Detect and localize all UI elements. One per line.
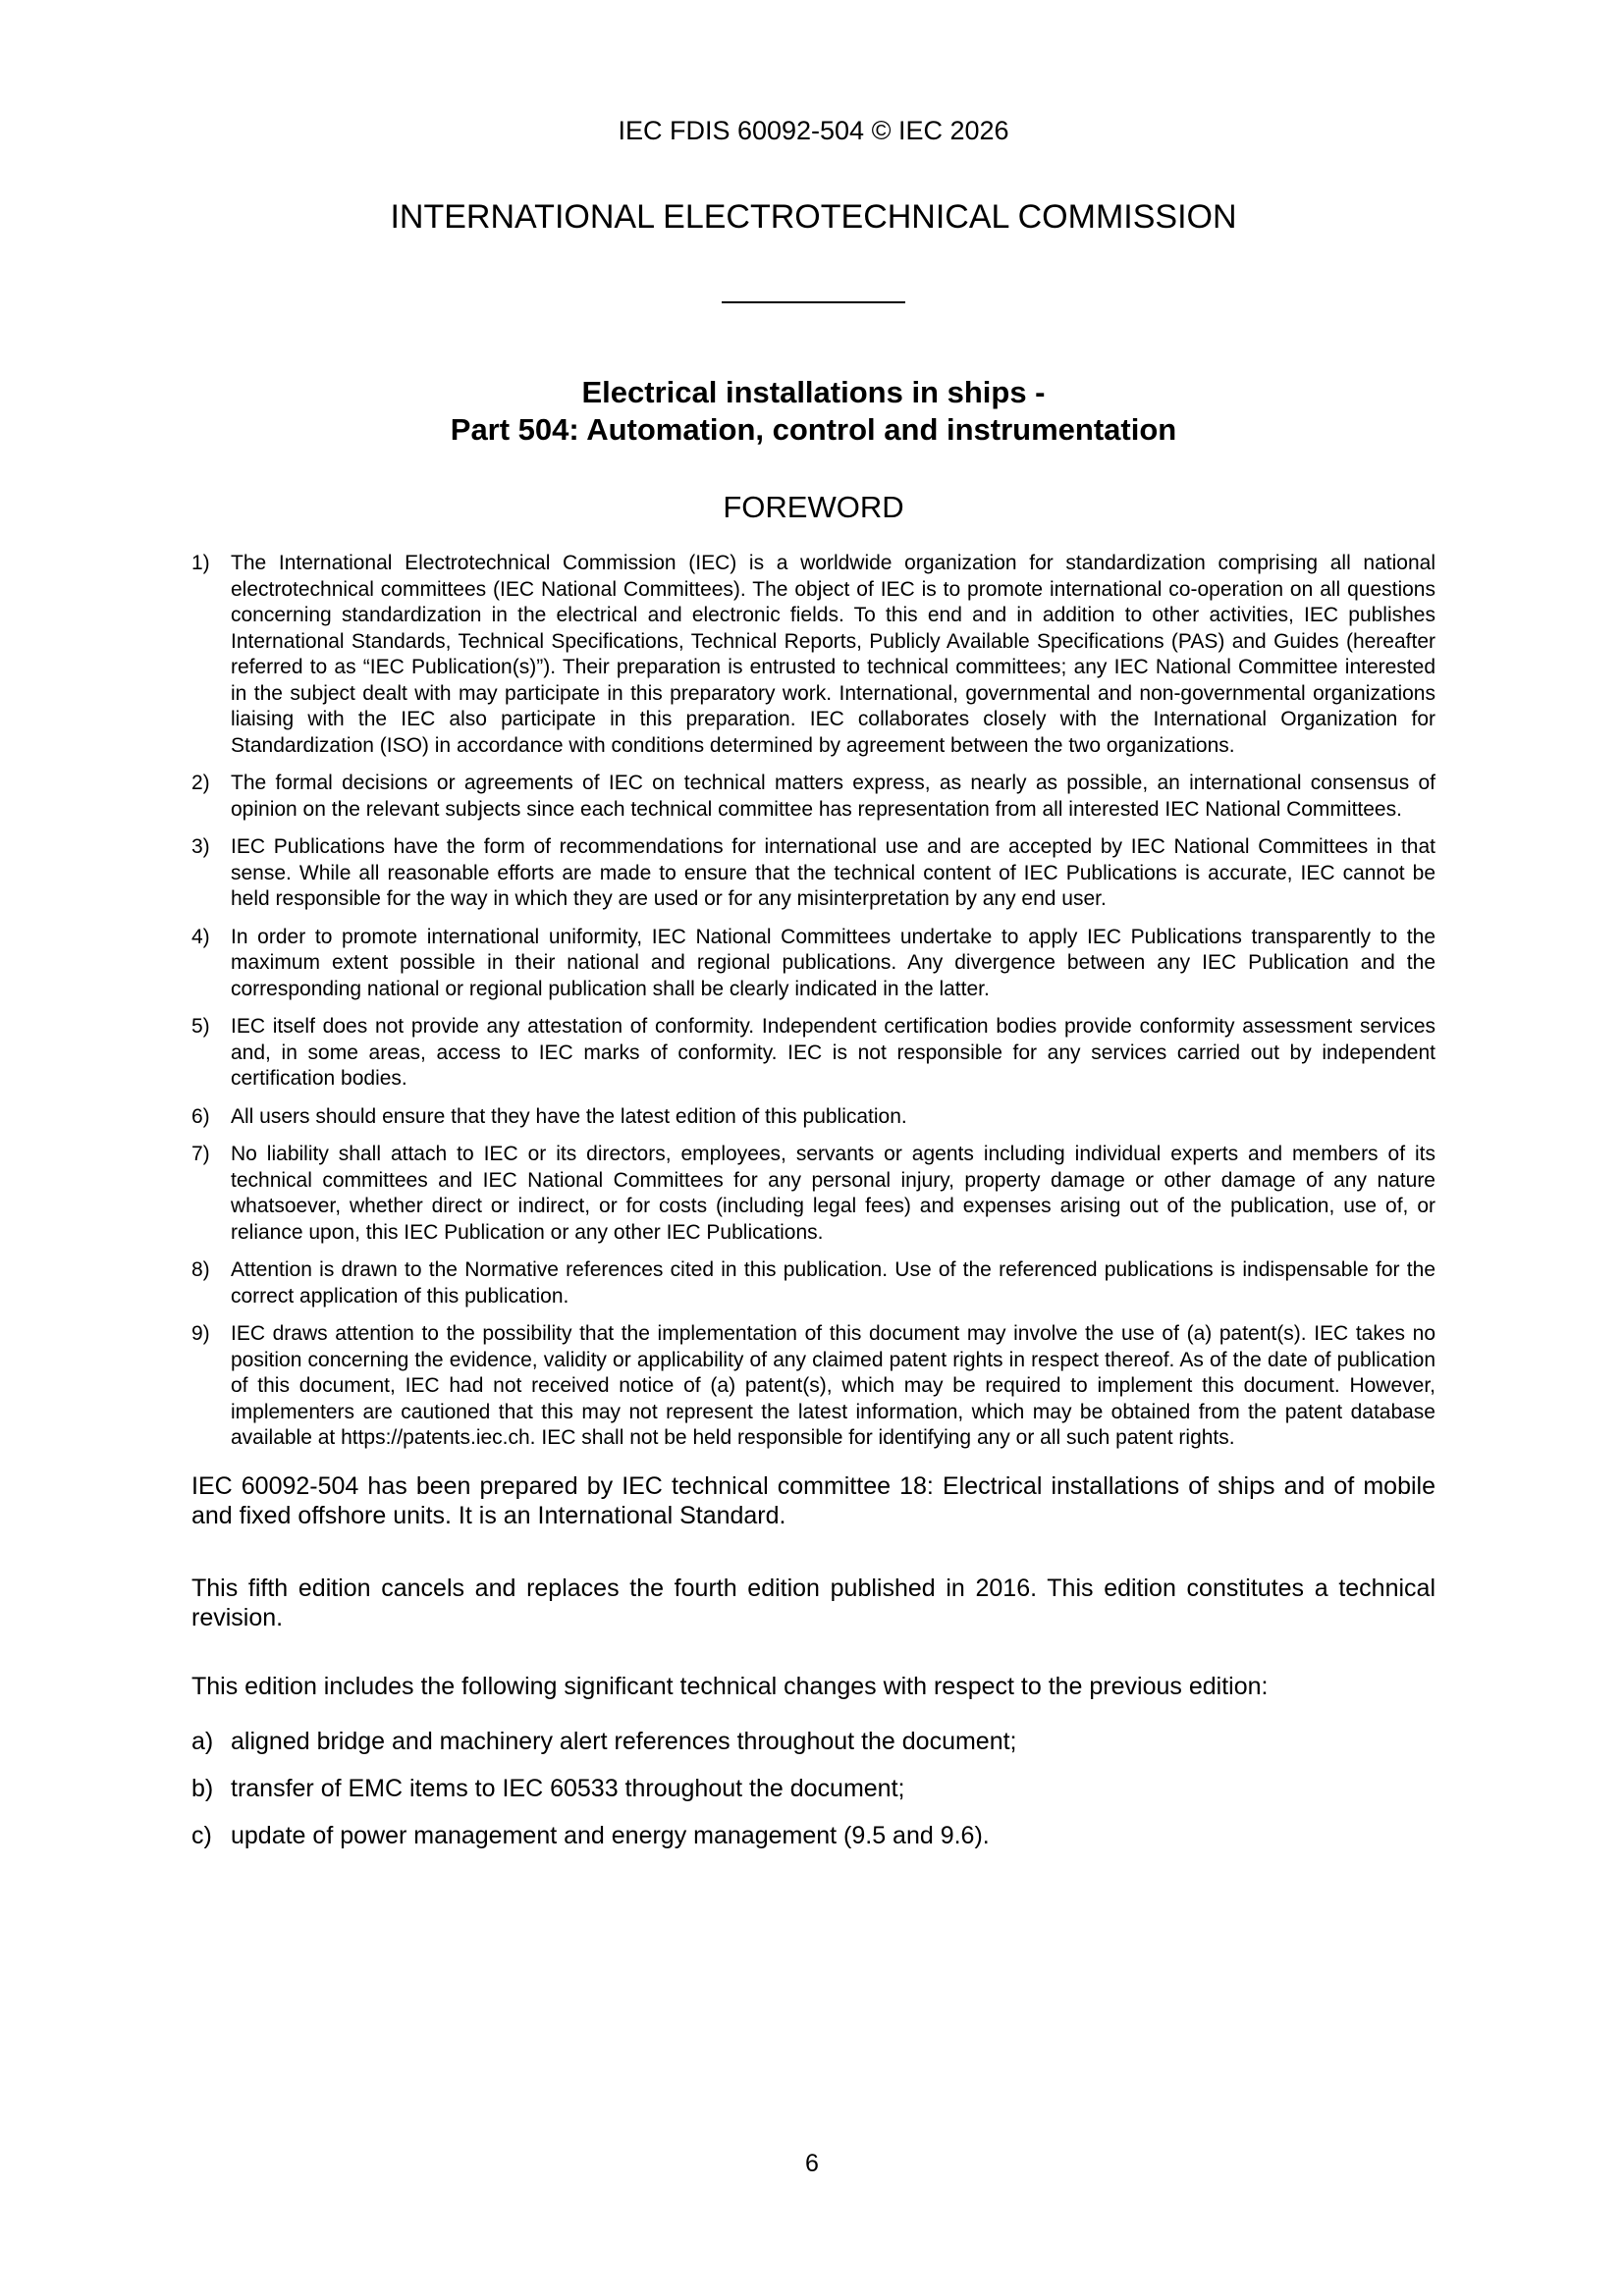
item-text: The formal decisions or agreements of IEC on technical matters express, as nearly as possible, an international consensus of opinion on the relevant subjects since each technical committee has representation from all interested IEC National Committees. <box>231 772 1435 821</box>
organization-title: INTERNATIONAL ELECTROTECHNICAL COMMISSION <box>390 198 1237 236</box>
change-item-c <box>191 1821 1435 1850</box>
item-number: 4) <box>191 925 210 948</box>
item-number: 2) <box>191 772 210 794</box>
item-number: b) <box>191 1774 214 1802</box>
foreword-item-9 <box>191 1321 1435 1452</box>
item-number: 7) <box>191 1143 210 1165</box>
item-number: 6) <box>191 1104 210 1128</box>
foreword-item-3 <box>191 834 1435 913</box>
foreword-heading: FOREWORD <box>723 490 904 524</box>
item-number: 5) <box>191 1015 210 1038</box>
paragraph-changes-intro: This edition includes the following significant technical changes with respect to the previous edition: <box>191 1672 1269 1700</box>
document-reference-header: IEC FDIS 60092-504 © IEC 2026 <box>618 116 1009 145</box>
foreword-list <box>191 551 1435 1452</box>
item-number: 9) <box>191 1322 210 1345</box>
paragraph-prepared-by: IEC 60092-504 has been prepared by IEC technical committee 18: Electrical installations of ships and of mobile and fixed offshore units. It is an International Standard. <box>191 1471 1435 1529</box>
item-number: a) <box>191 1727 214 1755</box>
item-text: Attention is drawn to the Normative references cited in this publication. Use of the referenced publications is indispensable for the correct application of this publication. <box>231 1258 1435 1308</box>
separator-rule <box>722 301 905 303</box>
page-number: 6 <box>805 2150 819 2177</box>
paragraph-edition: This fifth edition cancels and replaces the fourth edition published in 2016. This edition constitutes a technical revision. <box>191 1574 1435 1631</box>
foreword-item-6 <box>191 1104 1435 1131</box>
item-text: IEC Publications have the form of recommendations for international use and are accepted by IEC National Committees in that sense. While all reasonable efforts are made to ensure that the technical content of IEC Publications is accurate, IEC cannot be held responsible for the way in which they are used or for any misinterpretation by any end user. <box>231 835 1435 910</box>
foreword-item-5 <box>191 1014 1435 1093</box>
item-text: IEC itself does not provide any attestation of conformity. Independent certification bodies provide conformity assessment services and, in some areas, access to IEC marks of conformity. IEC is not responsible for any services carried out by independent certification bodies. <box>231 1015 1435 1090</box>
item-text: The International Electrotechnical Commission (IEC) is a worldwide organization for standardization comprising all national electrotechnical committees (IEC National Committees). The object of IEC is to promote international co-operation on all questions concerning standardization in the electrical and electronic fields. To this end and in addition to other activities, IEC publishes International Standards, Technical Specifications, Technical Reports, Publicly Available Specifications (PAS) and Guides (hereafter referred to as “IEC Publication(s)”). Their preparation is entrusted to technical committees; any IEC National Committee interested in the subject dealt with may participate in this preparatory work. International, governmental and non-governmental organizations liaising with the IEC also participate in this preparation. IEC collaborates closely with the International Organization for Standardization (ISO) in accordance with conditions determined by agreement between the two organizations. <box>231 552 1435 757</box>
change-item-a <box>191 1727 1435 1756</box>
foreword-item-2 <box>191 771 1435 823</box>
item-number: 1) <box>191 552 210 574</box>
document-title <box>191 374 1435 449</box>
item-text: IEC draws attention to the possibility that the implementation of this document may involve the use of (a) patent(s). IEC takes no position concerning the evidence, validity or applicability of any claimed patent rights in respect thereof. As of the date of publication of this document, IEC had not received notice of (a) patent(s), which may be required to implement this document. However, implementers are cautioned that this may not represent the latest information, which may be obtained from the patent database available at https://patents.iec.ch. IEC shall not be held responsible for identifying any or all such patent rights. <box>231 1322 1435 1449</box>
item-text: transfer of EMC items to IEC 60533 throughout the document; <box>231 1774 905 1802</box>
item-text: In order to promote international uniformity, IEC National Committees undertake to apply IEC Publications transparently to the maximum extent possible in their national and regional publications. Any divergence between any IEC Publication and the corresponding national or regional publication shall be clearly indicated in the latter. <box>231 925 1435 1000</box>
foreword-item-8 <box>191 1257 1435 1309</box>
foreword-item-1 <box>191 551 1435 759</box>
document-title-line2: Part 504: Automation, control and instrumentation <box>450 412 1177 447</box>
item-number: 3) <box>191 835 210 858</box>
foreword-item-4 <box>191 925 1435 1003</box>
item-text: No liability shall attach to IEC or its directors, employees, servants or agents including individual experts and members of its technical committees and IEC National Committees for any personal injury, property damage or other damage of any nature whatsoever, whether direct or indirect, or for costs (including legal fees) and expenses arising out of the publication, use of, or reliance upon, this IEC Publication or any other IEC Publications. <box>231 1143 1435 1244</box>
item-text: All users should ensure that they have the latest edition of this publication. <box>231 1104 907 1128</box>
item-number: 8) <box>191 1258 210 1281</box>
item-number: c) <box>191 1821 212 1849</box>
item-text: update of power management and energy management (9.5 and 9.6). <box>231 1821 990 1849</box>
item-text: aligned bridge and machinery alert references throughout the document; <box>231 1727 1017 1755</box>
page-content <box>191 0 1435 1868</box>
document-title-line1: Electrical installations in ships - <box>581 375 1046 409</box>
change-item-b <box>191 1774 1435 1803</box>
changes-list <box>191 1727 1435 1850</box>
foreword-item-7 <box>191 1142 1435 1246</box>
